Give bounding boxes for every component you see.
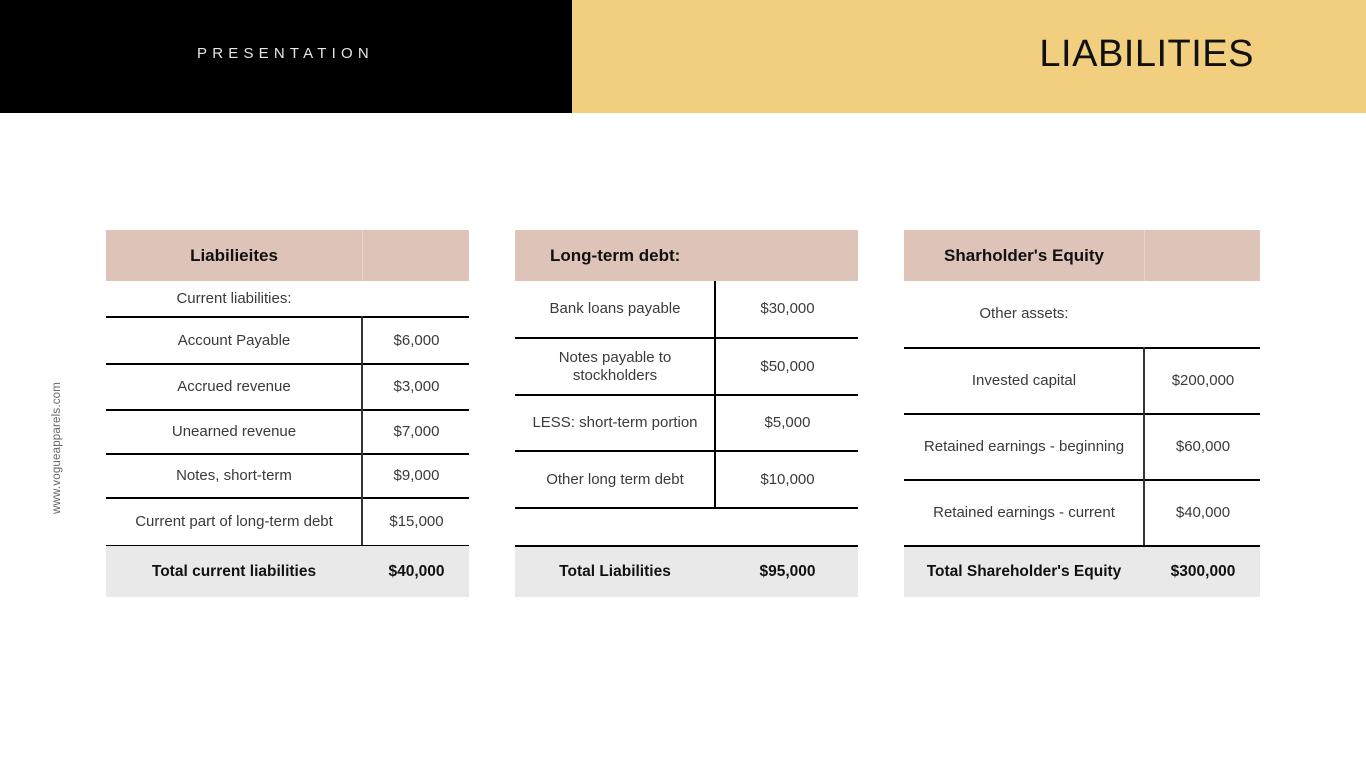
total-value: $95,000 [759,563,816,580]
total-label: Total Liabilities [559,563,671,580]
long-term-debt-table [515,230,858,598]
row-value: $50,000 [760,357,815,375]
row-value: $60,000 [1175,438,1231,455]
column-divider [361,316,363,545]
section-label: Other assets: [979,305,1069,322]
column-divider [1143,347,1145,545]
row-label: Accrued revenue [177,378,291,395]
row-value: $40,000 [1175,504,1231,521]
row-label: LESS: short-term portion [532,414,698,431]
row-label: Invested capital [971,372,1077,389]
liabilities-table [106,230,469,598]
total-row [515,547,858,597]
row-value: $9,000 [393,467,440,484]
row-label: Notes, short-term [176,467,292,484]
total-row [904,547,1260,597]
column-divider [714,281,716,507]
row-value: $6,000 [393,331,440,349]
table-title: Liabilieites [190,246,278,265]
row-label: Unearned revenue [171,423,297,440]
header-divider [1144,230,1145,281]
section-label: Current liabilities: [176,290,292,307]
row-label: Current part of long-term debt [135,513,333,530]
row-value: $200,000 [1171,372,1235,389]
row-value: $5,000 [764,414,811,431]
total-label: Total current liabilities [151,562,317,580]
total-value: $40,000 [388,562,445,580]
page-title: LIABILITIES [1039,33,1254,75]
table-title: Sharholder's Equity [944,246,1104,265]
row-label: Bank loans payable [549,300,681,317]
total-value: $300,000 [1170,563,1236,580]
shareholders-equity-table [904,230,1260,598]
row-value: $10,000 [760,470,815,488]
row-label: Other long term debt [546,470,684,488]
header-divider [362,230,363,281]
row-label: Notes payable to stockholders [558,348,672,384]
row-label: Retained earnings - beginning [923,438,1125,455]
total-label: Total Shareholder's Equity [926,563,1122,580]
row-value: $15,000 [389,513,444,530]
row-value: $3,000 [393,378,440,395]
header-right-band [572,0,1366,113]
row-label: Retained earnings - current [933,504,1115,521]
total-row [106,546,469,597]
website-url: www.vogueapparels.com [51,381,63,514]
presentation-subtitle: PRESENTATION [197,45,374,62]
row-value: $30,000 [760,300,815,317]
table-title: Long-term debt: [550,246,681,265]
row-rule [515,507,858,509]
row-label: Account Payable [177,331,291,349]
header-left-band [0,0,572,113]
row-value: $7,000 [393,423,440,440]
